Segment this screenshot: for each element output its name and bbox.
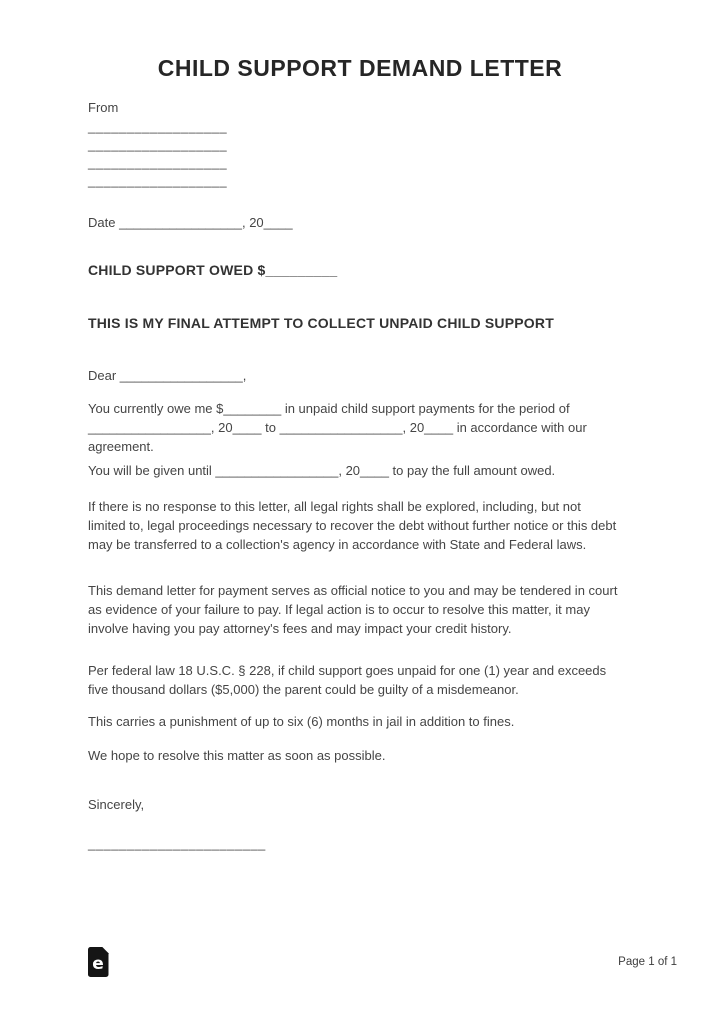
paragraph-amount-owed: You currently owe me $________ in unpaid child support payments for the period of _________________, 20____ to _________________, 20____ in accordance with our agreement.	[88, 401, 587, 454]
salutation: Dear _________________,	[88, 368, 247, 383]
from-block	[88, 100, 227, 190]
closing-sincerely: Sincerely,	[88, 797, 145, 812]
paragraph-official-notice: This demand letter for payment serves as official notice to you and may be tendered in court as evidence of your failure to pay. If legal action is to occur to resolve this matter, it may involve having you pay attorney's fees and may impact your credit history.	[88, 583, 618, 636]
child-support-owed-heading: CHILD SUPPORT OWED $_________	[88, 262, 338, 278]
document-title: CHILD SUPPORT DEMAND LETTER	[157, 55, 563, 81]
date-line: Date _________________, 20____	[88, 215, 293, 230]
paragraph-legal-rights: If there is no response to this letter, all legal rights shall be explored, including, but not limited to, legal proceedings necessary to recover the debt without further notice or this debt may be transferred to a collection's agency in accordance with State and Federal laws.	[88, 499, 617, 552]
from-blank-line: __________________	[88, 137, 228, 152]
final-attempt-heading: THIS IS MY FINAL ATTEMPT TO COLLECT UNPAID CHILD SUPPORT	[88, 315, 554, 331]
paragraph-federal-law: Per federal law 18 U.S.C. § 228, if child support goes unpaid for one (1) year and exceeds five thousand dollars ($5,000) the parent could be guilty of a misdemeanor.	[88, 663, 607, 697]
paragraph-punishment: This carries a punishment of up to six (6) months in jail in addition to fines.	[88, 714, 515, 729]
signature-blank-line: _______________________	[88, 836, 266, 851]
eforms-document-logo-icon	[88, 947, 109, 977]
paragraph-deadline: You will be given until _________________, 20____ to pay the full amount owed.	[88, 463, 556, 478]
from-blank-line: __________________	[88, 119, 228, 134]
from-blank-line: __________________	[88, 155, 228, 170]
logo-letter: e	[92, 954, 104, 974]
from-blank-line: __________________	[88, 173, 228, 188]
paragraph-resolution-hope: We hope to resolve this matter as soon as possible.	[88, 748, 386, 763]
page-indicator: Page 1 of 1	[618, 956, 677, 968]
from-label: From	[88, 100, 119, 115]
